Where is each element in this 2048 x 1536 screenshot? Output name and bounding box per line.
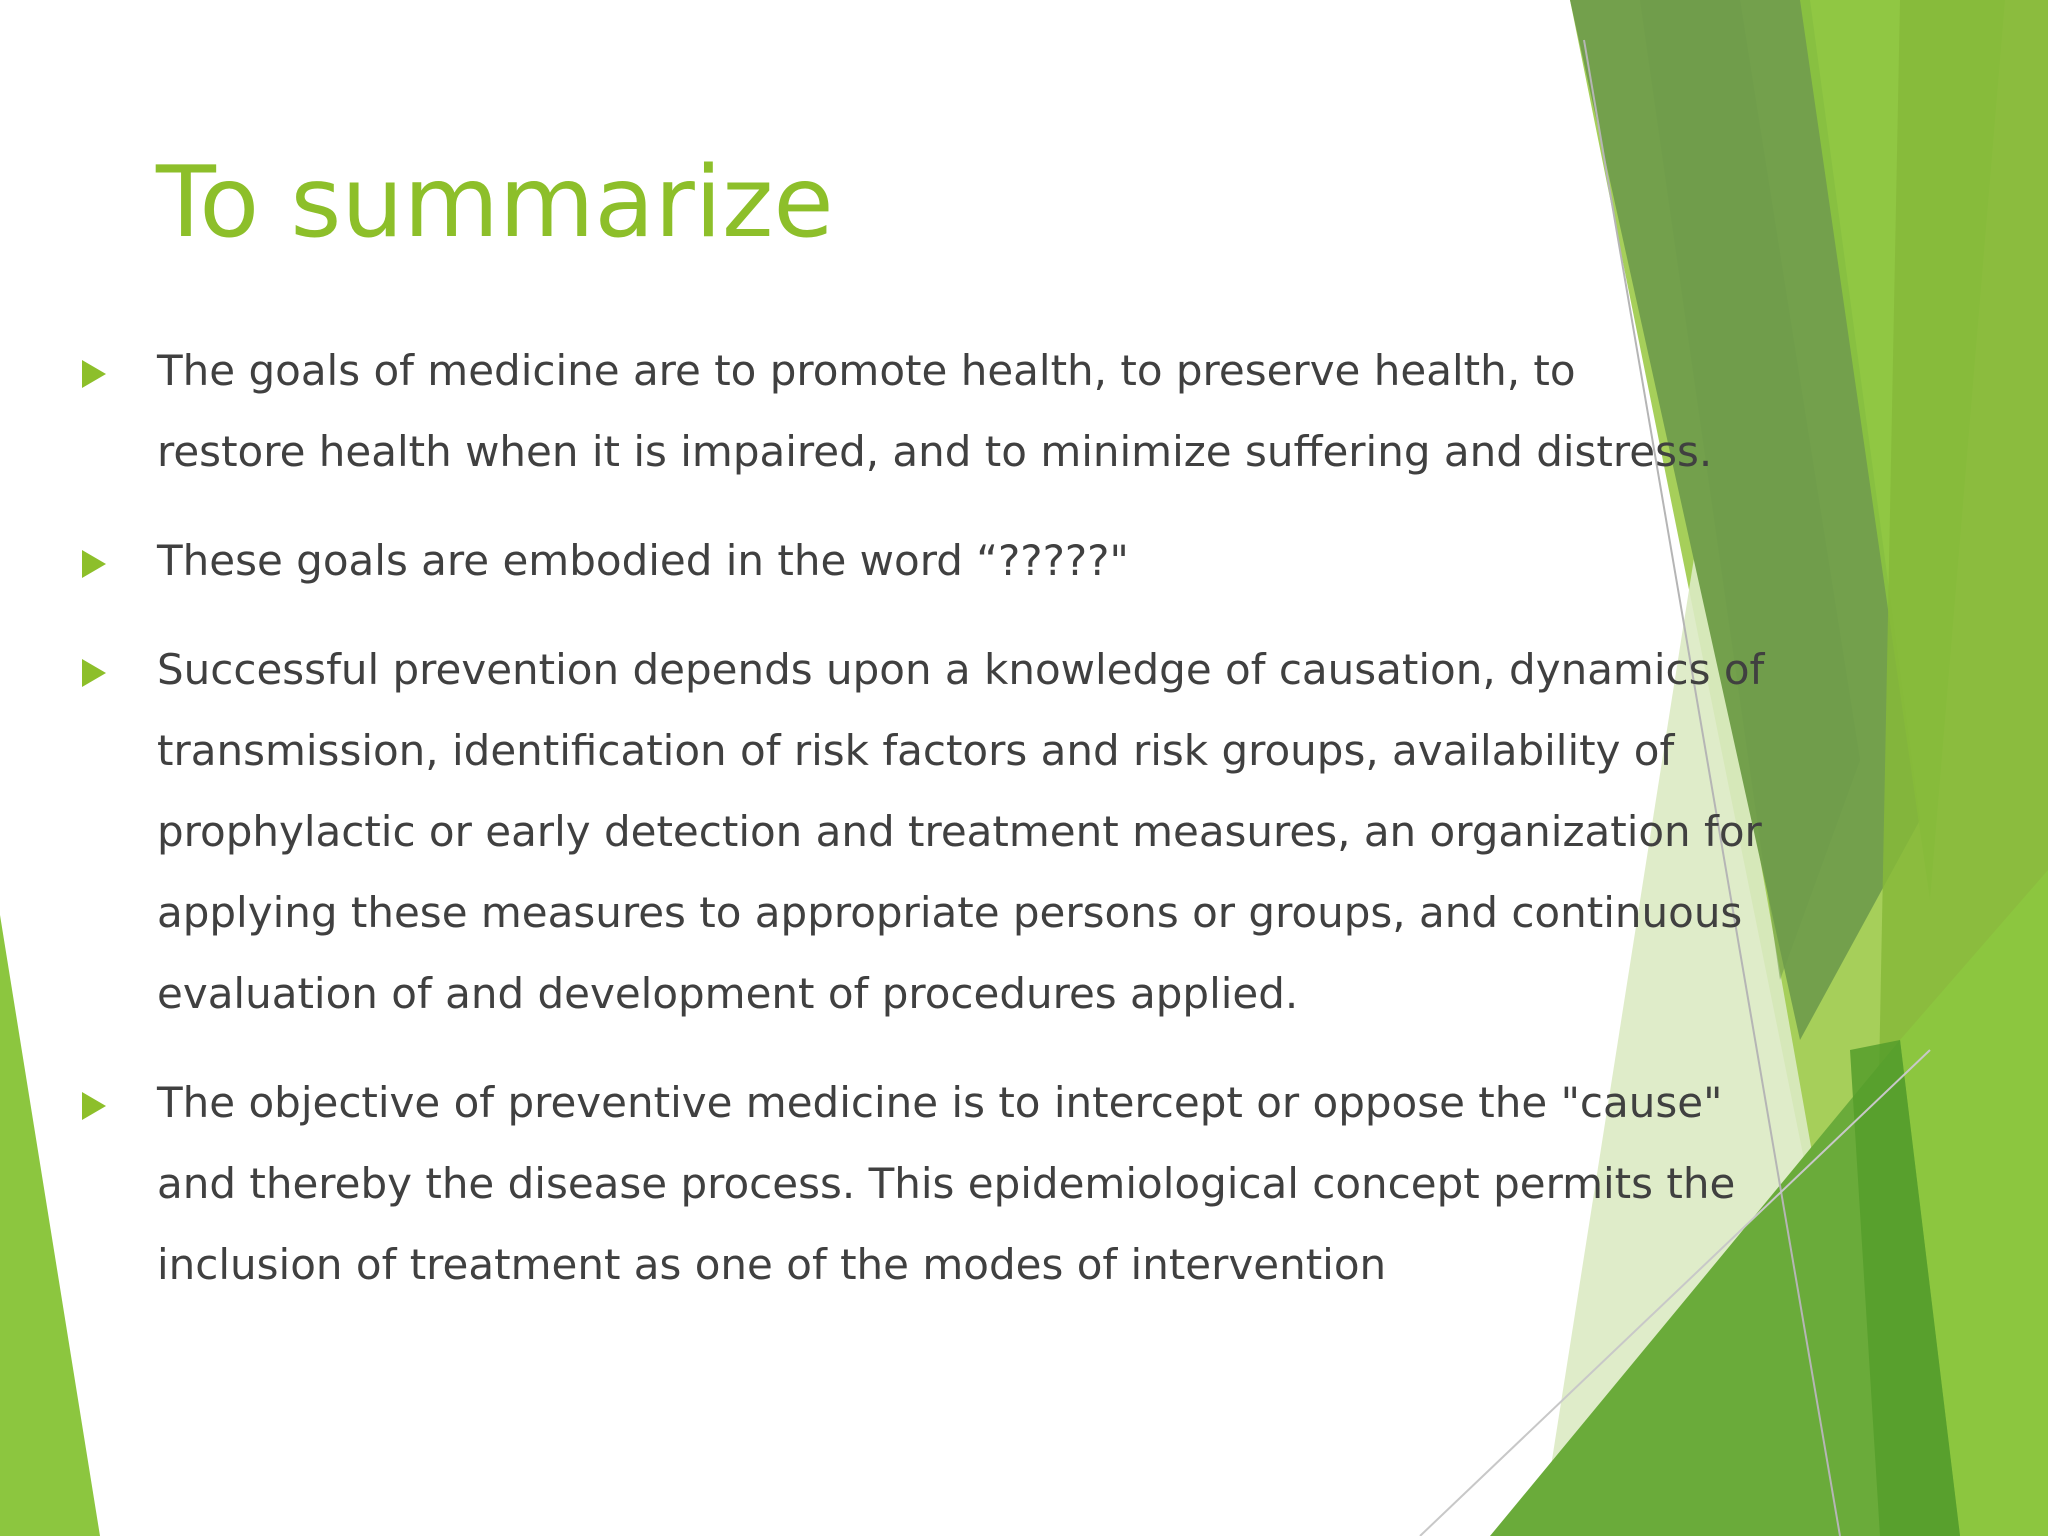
bullet-item [78,520,1718,601]
bullet-text: The objective of preventive medicine is to intercept or oppose the "cause" and thereby the disease process. This epidemiological concept permits the inclusion of treatment as one of the modes of intervention [157,1078,1736,1289]
triangle-right-icon [82,360,106,388]
bullet-text: The goals of medicine are to promote health, to preserve health, to restore health when it is impaired, and to minimize suffering and distress. [157,346,1713,476]
slide-title: To summarize [156,146,834,260]
bullet-list [78,330,1765,1333]
bullet-text: These goals are embodied in the word “?????" [157,536,1129,585]
bullet-item [78,629,1765,1034]
bullet-item [78,1062,1736,1305]
bullet-text: Successful prevention depends upon a knowledge of causation, dynamics of transmission, identification of risk factors and risk groups, availability of prophylactic or early detection and treatment measures, an organization for applying these measures to appropriate persons or groups, and continuous evaluation of and development of procedures applied. [157,645,1765,1018]
triangle-right-icon [82,659,106,687]
bullet-item [78,330,1718,492]
triangle-right-icon [82,1092,106,1120]
triangle-right-icon [82,550,106,578]
